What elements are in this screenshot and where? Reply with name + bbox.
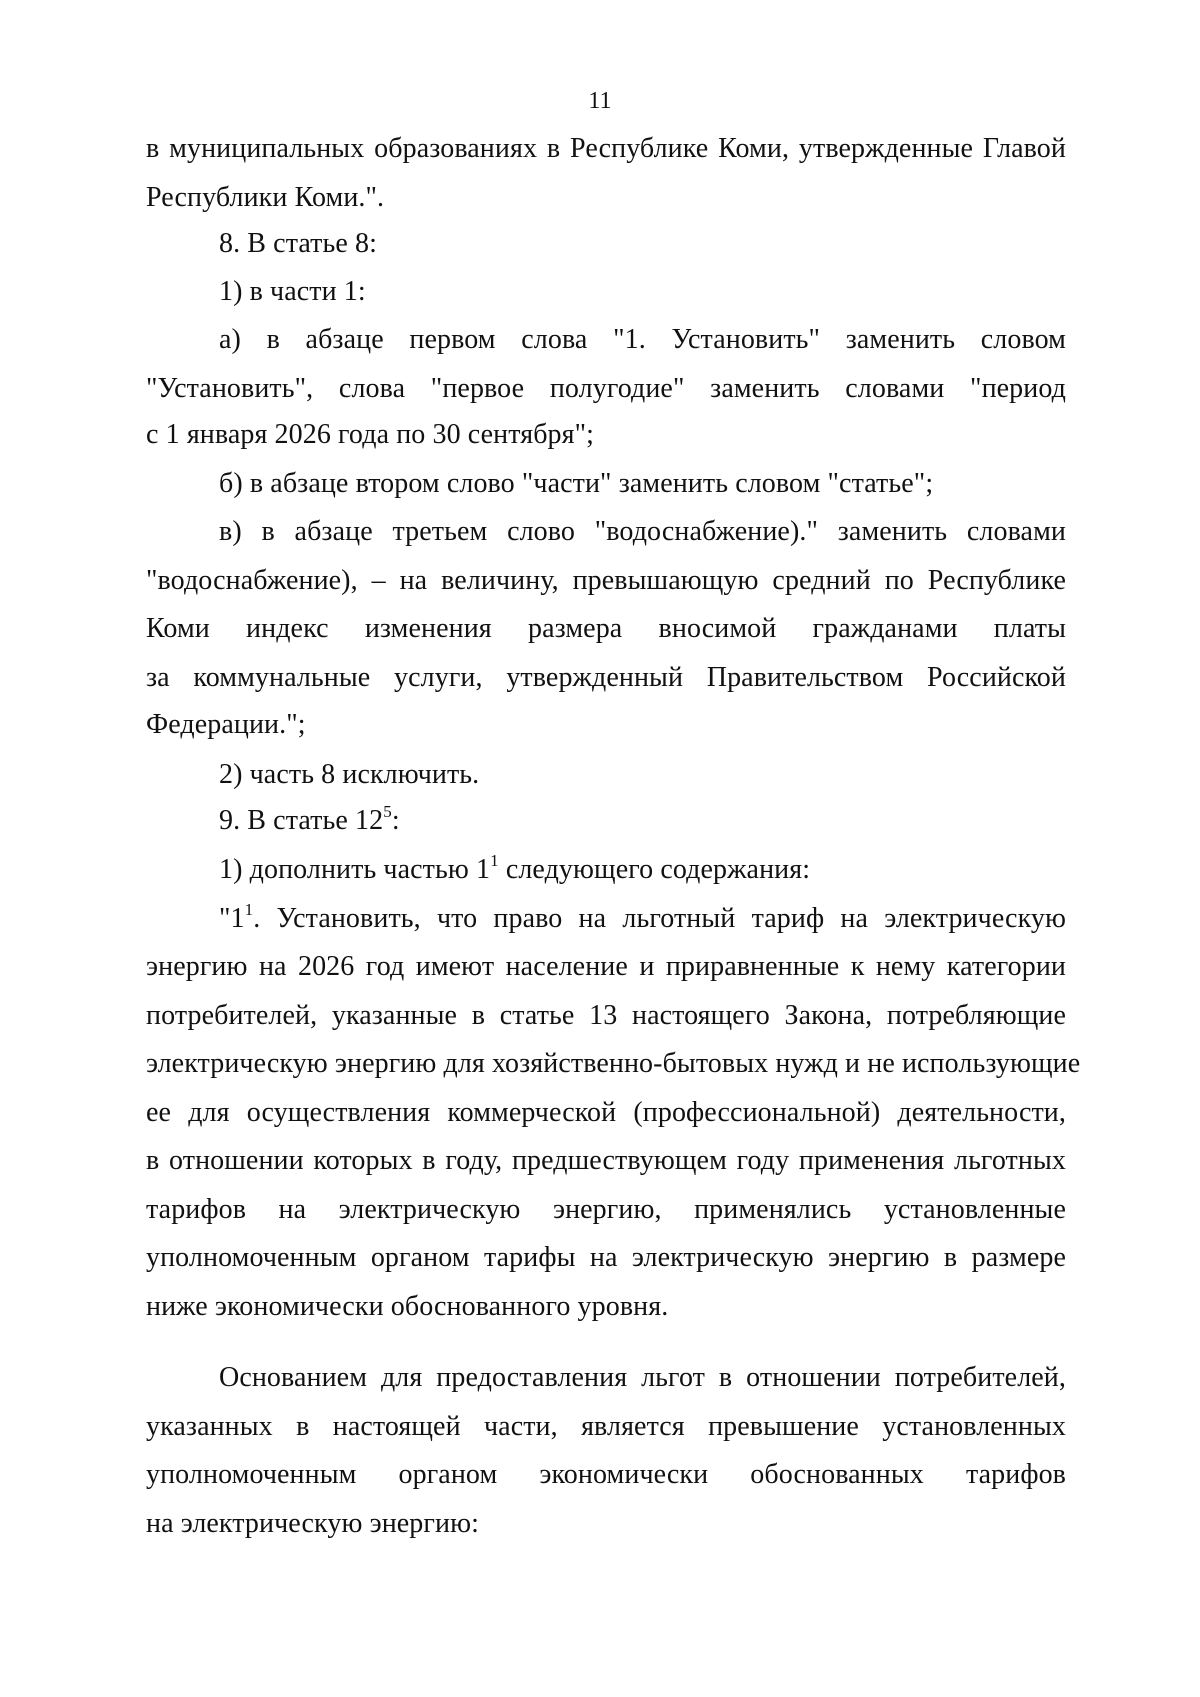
text-line: уполномоченным органом тарифы на электрическую энергию в размере bbox=[146, 1242, 1066, 1273]
text-line: "водоснабжение), – на величину, превышающую средний по Республике bbox=[146, 565, 1066, 596]
text-line: указанных в настоящей части, является превышение установленных bbox=[146, 1411, 1066, 1442]
text-line: 8. В статье 8: bbox=[219, 228, 377, 259]
text-line: с 1 января 2026 года по 30 сентября"; bbox=[146, 419, 595, 450]
text-line: потребителей, указанные в статье 13 настоящего Закона, потребляющие bbox=[146, 1000, 1066, 1031]
text-line: 1) в части 1: bbox=[219, 276, 366, 307]
text-line: б) в абзаце втором слово "части" заменить словом "статье"; bbox=[219, 468, 934, 499]
text-line: Основанием для предоставления льгот в отношении потребителей, bbox=[219, 1362, 1066, 1393]
text-line: Республики Коми.". bbox=[146, 182, 385, 213]
text-line: Коми индекс изменения размера вносимой гражданами платы bbox=[146, 613, 1066, 644]
text-line: в отношении которых в году, предшествующем году применения льготных bbox=[146, 1145, 1066, 1176]
text-line: Федерации."; bbox=[146, 709, 306, 740]
text-line: тарифов на электрическую энергию, применялись установленные bbox=[146, 1194, 1066, 1225]
text-line: электрическую энергию для хозяйственно-бытовых нужд и не использующие bbox=[146, 1048, 1081, 1079]
superscript: 1 bbox=[244, 899, 254, 919]
text-line: на электрическую энергию: bbox=[146, 1508, 479, 1539]
text-line: ниже экономически обоснованного уровня. bbox=[146, 1291, 669, 1322]
text-line: уполномоченным органом экономически обоснованных тарифов bbox=[146, 1459, 1066, 1490]
text-line: "Установить", слова "первое полугодие" заменить словами "период bbox=[146, 373, 1066, 404]
text-line: в) в абзаце третьем слово "водоснабжение)." заменить словами bbox=[219, 516, 1066, 547]
text-line: в муниципальных образованиях в Республике Коми, утвержденные Главой bbox=[146, 133, 1066, 164]
superscript: 5 bbox=[383, 801, 392, 821]
text-line: 1) дополнить частью $1^1$ следующего содержания: bbox=[219, 850, 811, 885]
text-line: энергию на 2026 год имеют население и приравненные к нему категории bbox=[146, 951, 1066, 982]
superscript: 1 bbox=[490, 850, 499, 870]
text-line: 2) часть 8 исключить. bbox=[219, 759, 480, 790]
text-line: "$1^1$. Установить, что право на льготный тариф на электрическую bbox=[219, 899, 1066, 934]
text-line: за коммунальные услуги, утвержденный Правительством Российской bbox=[146, 662, 1066, 693]
page-number: 11 bbox=[588, 88, 612, 114]
text-line: а) в абзаце первом слова "1. Установить" заменить словом bbox=[219, 324, 1066, 355]
text-line: ее для осуществления коммерческой (профессиональной) деятельности, bbox=[146, 1097, 1066, 1128]
text-line: 9. В статье $12^5$: bbox=[219, 801, 400, 836]
